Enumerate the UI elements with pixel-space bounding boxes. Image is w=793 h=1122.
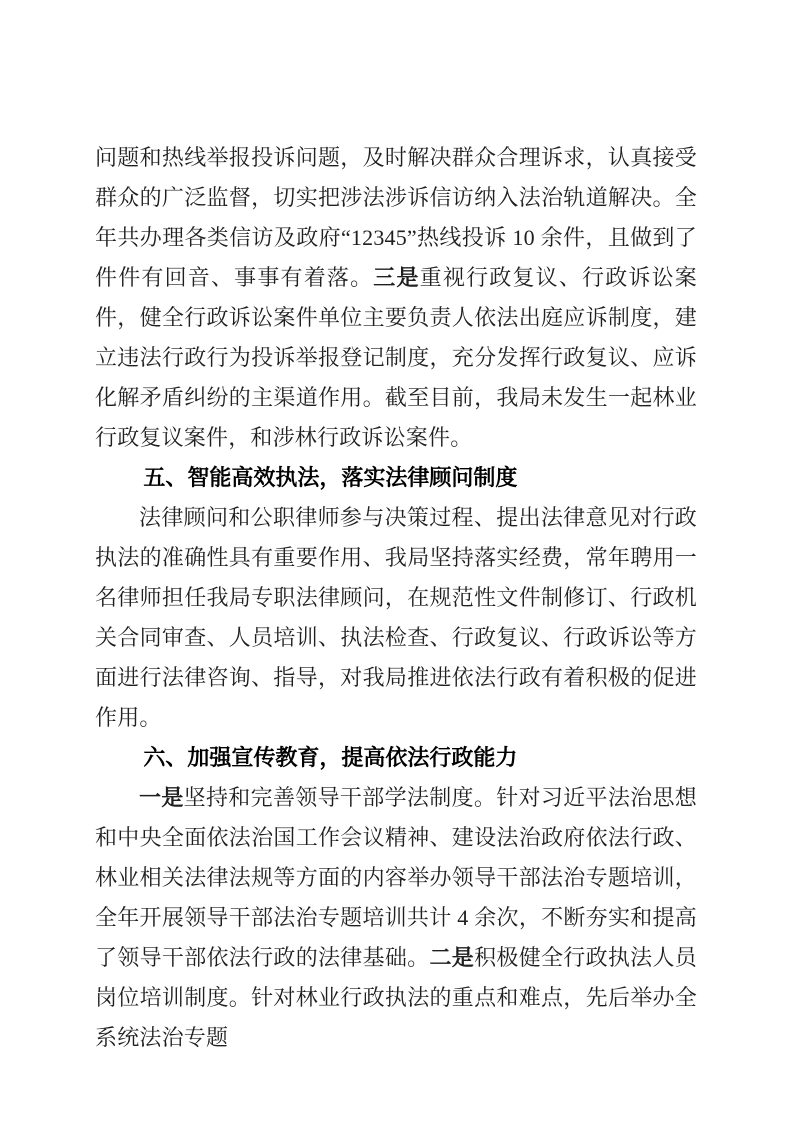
paragraph	[95, 498, 697, 738]
bold-text-run: 二是	[429, 945, 475, 970]
text-run: 法律顾问和公职律师参与决策过程、提出法律意见对行政执法的准确性具有重要作用、我局坚持落实经费，常年聘用一名律师担任我局专职法律顾问，在规范性文件制修订、行政机关合同审查、人员培训、执法检查、行政复议、行政诉讼等方面进行法律咨询、指导，对我局推进依法行政有着积极的促进作用。	[95, 505, 697, 730]
text-run: 积极健全行政执法人员岗位培训制度。针对林业行政执法的重点和难点，先后举办全系统法治专题	[95, 945, 697, 1050]
text-run: 重视行政复议、行政诉讼案件，健全行政诉讼案件单位主要负责人依法出庭应诉制度，建立违法行政行为投诉举报登记制度，充分发挥行政复议、应诉化解矛盾纠纷的主渠道作用。截至目前，我局未发生一起林业行政复议案件，和涉林行政诉讼案件。	[95, 265, 697, 450]
text-run: 问题和热线举报投诉问题，及时解决群众合理诉求，认真接受群众的广泛监督，切实把涉法涉诉信访纳入法治轨道解决。全年共办理各类信访及政府“12345”热线投诉 10 余件，且做到了件件有回音、事事有着落。	[95, 145, 697, 290]
document-page-content	[95, 138, 697, 1058]
paragraph	[95, 778, 697, 1058]
section-heading: 五、智能高效执法，落实法律顾问制度	[143, 465, 518, 490]
section-heading: 六、加强宣传教育，提高依法行政能力	[143, 745, 518, 770]
paragraph	[95, 138, 697, 458]
bold-text-run: 三是	[373, 265, 420, 290]
text-run: 坚持和完善领导干部学法制度。针对习近平法治思想和中央全面依法治国工作会议精神、建设法治政府依法行政、林业相关法律法规等方面的内容举办领导干部法治专题培训，全年开展领导干部法治专题培训共计 4 余次，不断夯实和提高了领导干部依法行政的法律基础。	[95, 785, 697, 970]
bold-text-run: 一是	[139, 785, 184, 810]
